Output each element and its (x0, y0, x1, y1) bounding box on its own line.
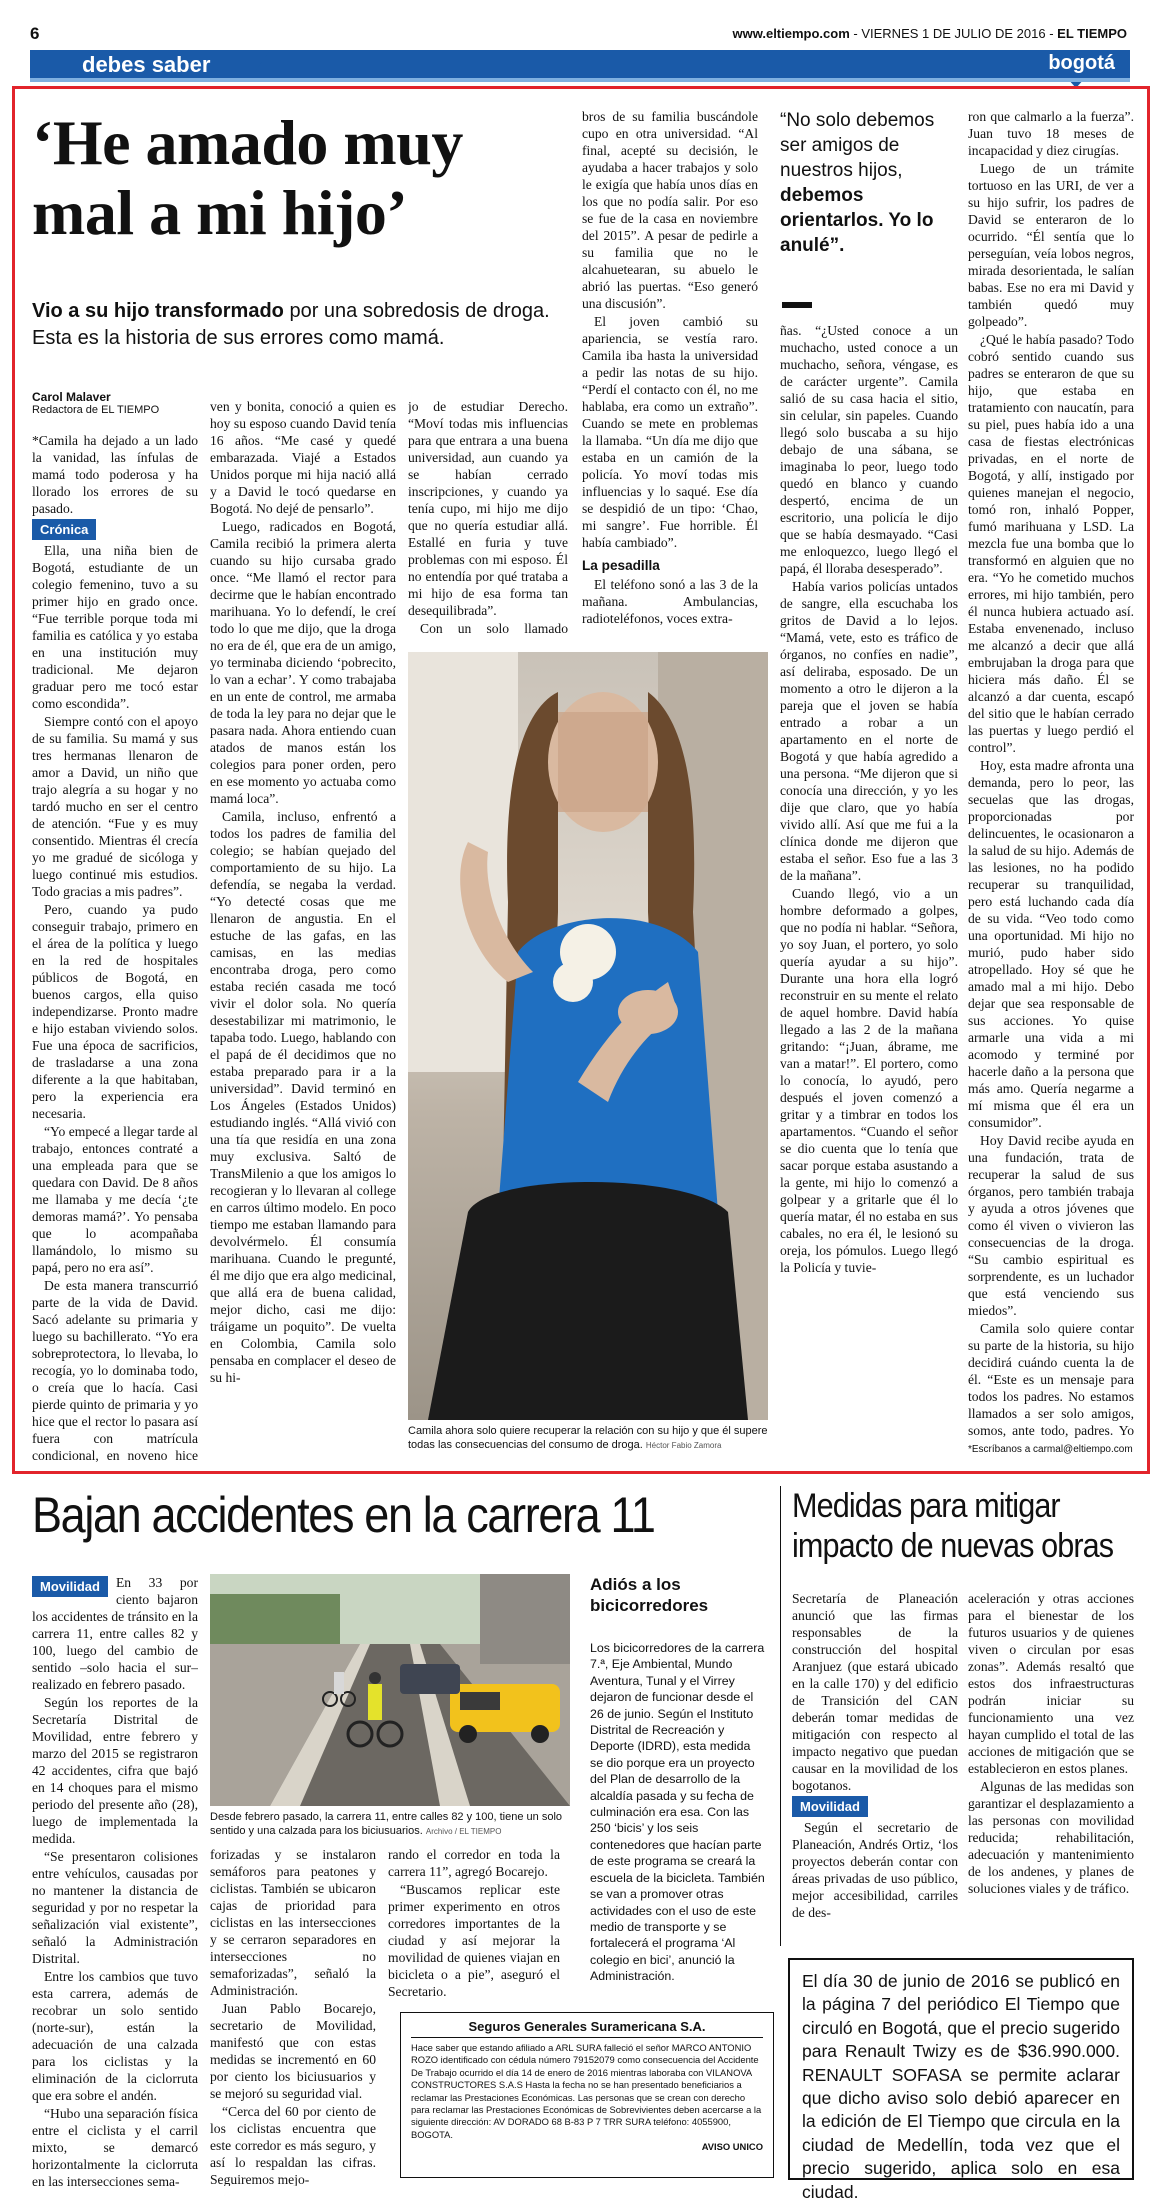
pull-quote-bold: debemos orientarlos. Yo lo anulé”. (780, 185, 934, 256)
subhead-bold: Vio a su hijo transformado (32, 300, 284, 322)
correction-box (788, 1958, 1134, 2201)
pull-quote-plain: “No solo debemos ser amigos de nuestros hijos, (780, 110, 935, 181)
correction-text: El día 30 de junio de 2016 se publicó en la página 7 del periódico El Tiempo que circuló en Bogotá, que el precio sugerido para Renault Twizy es de $36.990.000. RENAULT SOFASA se permite aclarar que dicho aviso solo debió aparecer en la edición de El Tiempo que circula en la ciudad de Medellín, toda vez que el precio sugerido, aplica solo en esa ciudad. (802, 1971, 1120, 2201)
woman-illustration (408, 652, 768, 1420)
paragraph: “Se presentaron colisiones entre vehículos, causadas por no mantener la distancia de seguridad y por no respetar la señalización vial existente”, señaló la Administración Distrital. (32, 1849, 198, 1966)
paragraph: *Camila ha dejado a un lado la vanidad, las ínfulas de mamá todo poderosa y ha llorado los errores de su pasado. (32, 433, 198, 516)
movilidad-tag: Movilidad (792, 1796, 868, 1817)
main-subhead (32, 298, 572, 352)
paragraph: ¿Qué le había pasado? Todo cobró sentido cuando sus padres se enteraron de que su hijo, que estaba en tratamiento con naucatín, para su piel, pues había ido a una casa de fiestas electrónicas privadas, en el norte de Bogotá, y allí, instigado por quienes manejan el negocio, tomó ron, inhaló Popper, fumó marihuana y LSD. La mezcla fue una bomba que lo transformó en alguien que no era. “Yo he cometido muchos errores, mi hijo también, pero él nunca hubiera actuado así. Estaba envenenado, incluso me alcanzó a decir que allá embrujaban la droga para que hiciera más daño. Él se alcanzó a dar cuenta, escapó del sitio que le habían cerrado las puertas y luego perdió el control”. (968, 332, 1134, 755)
paragraph: Hoy, esta madre afronta una demanda, pero lo peor, las secuelas que las drogas, proporcionadas por delincuentes, le ocasionaron a la salud de su hijo. Además de las lesiones, no ha podido recuperar su tranquilidad, pero está luchando cada día de su vida. “Veo todo como una oportunidad. Mi hijo no murió, pudo haber sido atropellado. Hoy sé que he amado mal a mi hijo. Debo dejar que sea responsable de sus acciones. Yo quise armarle una vida a mi acomodo y terminé por hacerle daño a la persona que más amo. Quería negarme a mí misma que él era un consumidor”. (968, 758, 1134, 1130)
page-number: 6 (30, 24, 40, 43)
photo-credit: Archivo / EL TIEMPO (425, 1827, 502, 1836)
caption-text: Desde febrero pasado, la carrera 11, entre calles 82 y 100, tiene un solo sentido y una calzada para los biciusuarios. (210, 1811, 563, 1837)
paragraph: Ella, una niña bien de Bogotá, estudiante de un colegio femenino, tuvo a su primer hijo en grado once. “Fue terrible porque toda mi familia es católica y yo estaba en una institución muy tradicional. Me dejaron graduar pero me tocó estar como escondida”. (32, 543, 198, 711)
footer-note[interactable]: *Escríbanos a carmal@eltiempo.com (968, 1444, 1133, 1455)
paragraph (32, 1574, 198, 1693)
byline (32, 390, 192, 416)
paragraph: Luego de un trámite tortuoso en las URI, de ver a su hijo sufrir, los padres de David se enteraron de lo ocurrido. “Él sentía que lo perseguían, veía lobos negros, mirada desorientada, le salían babas. Ese no era mi David y también quedó muy golpeado”. (968, 161, 1134, 329)
main-photo-caption (408, 1424, 768, 1453)
caption-text: Camila ahora solo quiere recuperar la relación con su hijo y que él supere todas las consecuencias del consumo de droga. (408, 1425, 768, 1451)
paragraph: bros de su familia buscándole cupo en otra universidad. “Al final, acepté su decisión, le ayudaba a hacer trabajos y solo le exigía que había unos días en los que no podía salir. Por eso se fue de la casa en noviembre del 2015”. A pesar de pedirle a su familia que no le alcahuetearan, su abuelo le abrió las puertas. “Eso generó una discusión”. (582, 109, 758, 311)
paragraph: forizadas y se instalaron semáforos para peatones y ciclistas. También se ubicaron cajas de prioridad para ciclistas en las intersecciones y se cerraron separadores en intersecciones no semaforizadas”, señaló la Administración. (210, 1847, 376, 1998)
paragraph: jo de estudiar Derecho. “Moví todas mis influencias para que entrara a una buena universidad, aun cuando ya se habían cerrado inscripciones, y cuando ya tenía cupo, mi hijo me dijo que no quería estudiar allá. Estallé en furia y tuve problemas con mi esposo. Él no entendía por qué trataba a mi hijo de esa forma tan desequilibrada”. (408, 399, 568, 618)
paragraph: Algunas de las medidas son garantizar el desplazamiento a las personas con movilidad reducida; rehabilitación, adecuación y mantenimiento de los andenes, y planes de soluciones viales y de tráfico. (968, 1779, 1134, 1896)
paragraph: Siempre contó con el apoyo de su familia. Su mamá y sus tres hermanas llenaron de amor a David, un niño que trajo alegría a su hogar y no tardó mucho en ser el centro de atención. “Fue y es muy consentido. Mientras él crecía yo me gradué de sicóloga y luego continué mis estudios. Todo gracias a mis padres”. (32, 714, 198, 899)
author-role: Redactora de EL TIEMPO (32, 404, 160, 416)
paragraph: Secretaría de Planeación anunció que las firmas responsables de la construcción del hospital Aranjuez (que estará ubicado en la calle 170) y del edificio de Transición del CAN deberán tomar medidas de mitigación con respecto al impacto negativo que puedan causar en la movilidad de los bogotanos. (792, 1591, 958, 1793)
light-blue-stripe (30, 78, 1130, 82)
paragraph: ñas. “¿Usted conoce a un muchacho, usted conoce a un muchacho, señora, véngase, es de carácter urgente”. Camila salió de su casa hacia el sitio, sin celular, sin papeles. Cuando llegó solo buscaba a su hijo debajo de una sábana, se imaginaba lo peor, luego todo quedó en blanco y cuando despertó, encima de un escritorio, una policía le dijo que se había desmayado. “Casi me enloquezco, luego llegó el papá, él lloraba desesperado”. (780, 323, 958, 576)
notice-text: Hace saber que estando afiliado a ARL SURA falleció el señor MARCO ANTONIO ROZO identificado con cédula número 79152079 como consecuencia del Accidente De Trabajo ocurrido el día 14 de enero de 2016 mientras laboraba con VILANOVA CONSTRUCTORES S.A.S Hasta la fecha no se han presentado beneficiarios a reclamar las Prestaciones Económicas. Las personas que se crean con derecho para reclamar las Prestaciones Económicas de Sobrevivientes deben acercarse a la siguiente dirección: AV DORADO 68 B-83 P 7 TRR SURA teléfono: 4055900, BOGOTA. (411, 2042, 762, 2140)
paragraph: Camila, incluso, enfrentó a todos los padres de familia del colegio; se habían quejado del comportamiento de su hijo. La defendía, se negaba la verdad. “Yo detecté cosas que me llenaron de angustia. En el estuche de las gafas, en las camisas, en las medias encontraba droga, pero como estaba recién casada me tocó vivir el dolor sola. No quería desestabilizar mi matrimonio, le tapaba todo. Luego, hablando con el papá de él decidimos que no estaba preparado para ir a la universidad”. David terminó en Los Ángeles (Estados Unidos) estudiando inglés. “Allá vivió con una tía que residía en una zona muy exclusiva. Saltó de TransMilenio a que los amigos lo recogieran y lo llevaran al college en carros último modelo. En poco tiempo me estaban llamando para devolvérmelo. Él consumía marihuana. Cuando le pregunté, él me dijo que era algo medicinal, que allá era de buena calidad, mejor dicho, casi me dijo: tráigame un poquito”. De vuelta en Colombia, Camila solo pensaba en complacer el deseo de su hi- (210, 809, 396, 1385)
pull-quote (780, 108, 948, 258)
paper-name: EL TIEMPO (1057, 26, 1127, 41)
paragraph: Camila solo quiere contar su parte de la historia, su hijo decidirá cuándo cuenta la de él. “Este es un mensaje para todos los padres. No estamos llamados a ser solo amigos, somos, ante todo, padres. Yo (968, 1321, 1134, 1438)
paragraph: El joven cambió su apariencia, se vestía raro. Camila iba hasta la universidad a pedir las notas de su hijo. “Perdí el contacto con él, no me hablaba, era como un extraño”. Cuando se mete en problemas la llamaba. “Un día me dijo que estaba en un camión de la policía. Yo moví todas mis influencias y lo saqué. Ese día se despidió de un tipo: ‘Chao, mi sangre’. Fue horrible. Él había cambiado”. (582, 314, 758, 550)
sidebar-title: Adiós a los bicicorredores (590, 1575, 709, 1615)
article2-col-3 (388, 1846, 560, 2006)
author-name: Carol Malaver (32, 390, 111, 404)
paragraph: Había varios policías untados de sangre, ella escuchaba los gritos de David a lo lejos. “Mamá, vete, esto es tráfico de órganos, no confíes en nadie”, así deliraba, esposado. De un momento a otro le dijeron a la pareja que el joven se había entrado a robar a un apartamento en el norte de Bogotá y que había agredido a una persona. “Me dijeron que si conocía una dirección, y yo les dije que claro, que yo había vivido allí. Así que me fui a la clínica donde me dijeron que estaba el señor. Eso fue a las 3 de la mañana”. (780, 579, 958, 883)
paragraph: ron que calmarlo a la fuerza”. Juan tuvo 18 meses de incapacidad y diez cirugías. (968, 109, 1134, 158)
cronica-tag (32, 519, 198, 540)
site-url[interactable]: www.eltiempo.com (732, 26, 850, 41)
notice-title: Seguros Generales Suramericana S.A. (411, 2019, 763, 2038)
paragraph: rando el corredor en toda la carrera 11”, agregó Bocarejo. (388, 1847, 560, 1879)
column-divider (780, 1486, 781, 1946)
issue-date: VIERNES 1 DE JULIO DE 2016 (861, 26, 1046, 41)
paragraph: “Yo empecé a llegar tarde al trabajo, entonces contraté a una empleada para que se quedara con David. De 8 años me llamaba y me decía ‘¿te demoras mamá?’. Yo pensaba que lo acompañaba llamándolo, lo mismo su papá, pero no era así”. (32, 1124, 198, 1275)
article2-col-1 (32, 1574, 198, 2194)
paragraph: Cuando llegó, vio a un hombre deformado a golpes, que no podía ni hablar. “Señora, yo soy Juan, el portero, yo solo quería ayudar a su hijo”. Durante una hora ella logró reconstruir en su mente el relato de aquel hombre. David había llegado a las 2 de la mañana gritando: “¡Juan, ábrame, me van a matar!”. El portero, como lo conocía, lo ayudó, pero después el joven comenzó a gritar y a timbrar en todos los apartamentos. “Cuando el señor se dio cuenta que lo tenía que sacar porque estaba asustando a la gente, mi hijo lo comenzó a golpear y a gritarle que él lo quería matar, él no estaba en sus cabales, no era él, le lesionó su oreja, los pómulos. Luego llegó la Policía y tuvie- (780, 886, 958, 1275)
paragraph-text: En 33 por ciento bajaron los accidentes de tránsito en la carrera 11, entre calles 82 y 100, luego del cambio de sentido –solo hacia el sur– realizado en febrero pasado. (32, 1575, 198, 1692)
paragraph: ven y bonita, conoció a quien es hoy su esposo cuando David tenía 16 años. “Me casé y quedé embarazada. Viajé a Estados Unidos porque mi hija nació allá y a David le tocó quedarse en Bogotá. No dejé de pensarlo”. (210, 399, 396, 516)
main-col-1 (32, 432, 198, 1462)
main-photo (408, 652, 768, 1420)
paragraph: “Hubo una separación física entre el ciclista y el carril mixto, se demarcó horizontalmente la ciclorruta en las intersecciones sema- (32, 2106, 198, 2189)
bike-photo-caption (210, 1810, 570, 1839)
paragraph: Luego, radicados en Bogotá, Camila recibió la primera alerta cuando su hijo cursaba grado once. “Me llamó el rector para decirme que le habían encontrado marihuana. Yo lo defendí, le creí todo lo que me dijo, que la droga no era de él, que era de un amigo, yo terminaba diciendo ‘pobrecito, lo van a echar’. Y como trabajaba en un ente de control, me armaba de toda la ley para no dejar que le pasara nada. Ahora entiendo cuan atados de manos están los colegios para poner orden, pero en ese momento yo actuaba como mamá loca”. (210, 519, 396, 806)
masthead-line: www.eltiempo.com - VIERNES 1 DE JULIO DE 2016 - EL TIEMPO (732, 26, 1127, 41)
paragraph: Entre los cambios que tuvo esta carrera, además de recobrar un solo sentido (norte-sur), están la adecuación de una calzada para los ciclistas y la eliminación de la ciclorruta que era sobre el andén. (32, 1969, 198, 2103)
article2-col-2 (210, 1846, 376, 2186)
paragraph: Con un solo llamado (420, 621, 568, 636)
sidebar-text: Los bicicorredores de la carrera 7.ª, Eje Ambiental, Mundo Aventura, Tunal y el Virrey dejaron de funcionar desde el 26 de junio. Según el Instituto Distrital de Recreación y Deporte (IDRD), esta medida se dio porque era un proyecto del Plan de desarrollo de la alcaldía pasada y su fecha de culminación era esa. Con las 250 ‘bicis’ y los seis contenedores que hacían parte de este programa se creará la escuela de la bicicleta. También se van a promover otras actividades con el uso de este medio de transporte y se fortalecerá el programa ‘Al colegio en bici’, anunció la Administración. (590, 1641, 765, 1984)
article3-headline: Medidas para mitigar impacto de nuevas obras (792, 1487, 1114, 1565)
main-col-2 (210, 398, 396, 1462)
paragraph: El teléfono sonó a las 3 de la mañana. Ambulancias, radioteléfonos, voces extra- (582, 577, 758, 626)
main-col-5 (780, 322, 958, 1462)
paragraph: Según el secretario de Planeación, Andrés Ortiz, ‘los proyectos deberán contar con áreas privadas de uso público, mejor accesibilidad, carriles de des- (792, 1820, 958, 1920)
notice-box (400, 2012, 774, 2178)
article3-col-1 (792, 1590, 958, 1950)
paragraph: “Cerca del 60 por ciento de los ciclistas encuentra que este corredor es más seguro, y así lo respaldan las cifras. Seguiremos mejo- (210, 2104, 376, 2186)
paragraph: Juan Pablo Bocarejo, secretario de Movilidad, manifestó que con estas medidas se incrementó en 60 por ciento los biciusuarios y se mejoró su seguridad vial. (210, 2001, 376, 2101)
cronica-tag-label: Crónica (32, 519, 96, 540)
main-headline: ‘He amado muy mal a mi hijo’ (32, 107, 463, 248)
paragraph: Pero, cuando ya pudo conseguir trabajo, primero en el área de la política y luego en la red de hospitales públicos de Bogotá, en buenos cargos, ella quiso independizarse. Pronto madre e hijo estaban viviendo solos. Fue una época de sacrificios, de trasladarse a una zona diferente a la que habitaban, pero la experiencia era necesaria. (32, 902, 198, 1121)
pull-quote-rule (782, 302, 812, 308)
movilidad-tag-box (792, 1796, 958, 1817)
subhead-rest: por una sobredosis de droga. Esta es la historia de sus errores como mamá. (32, 300, 550, 349)
street-illustration (210, 1574, 570, 1806)
bike-lane-photo (210, 1574, 570, 1806)
paragraph: De esta manera transcurrió parte de la vida de David. Sacó adelante su primaria y luego su bachillerato. “Yo era sobreprotectora, lo llevaba, lo recogía, yo lo dominaba todo, o creía que lo hacía. Casi pierde quinto de primaria y yo hice que el rector lo pasara así fuera con matrícula condicional, en noveno hice (32, 1278, 198, 1462)
main-col-4 (582, 108, 758, 640)
article2-headline: Bajan accidentes en la carrera 11 (32, 1487, 655, 1543)
paragraph: Según los reportes de la Secretaría Distrital de Movilidad, entre febrero y marzo del 2015 se registraron 42 accidentes, cifra que bajó en 14 choques para el mismo periodo del presente año (28), luego de implementada la medida. (32, 1695, 198, 1846)
paragraph: “Buscamos replicar este primer experimento en otros corredores importantes de la ciudad y así mejorar la movilidad de quienes viajan en bicicleta o a pie”, aseguró el Secretario. (388, 1882, 560, 1999)
main-col-3 (408, 398, 568, 636)
subheading-pesadilla: La pesadilla (582, 558, 660, 573)
paragraph: Hoy David recibe ayuda en una fundación, trata de recuperar la salud de sus órganos, pero también trabaja y ayuda a otros jóvenes que como él viven o vivieron las consecuencias de la droga. “Su cambio espiritual es sorprendente, es un luchador que está venciendo sus miedos”. (968, 1133, 1134, 1318)
section-label-left: debes saber (82, 52, 211, 77)
paragraph: aceleración y otras acciones para el bienestar de los futuros usuarios y de quienes viven o circulan por esas zonas”. Además resaltó que estos dos infraestructuras podrán iniciar su funcionamiento una vez hayan cumplido el total de las acciones de mitigación que se establecieron en estos planes. (968, 1591, 1134, 1776)
photo-credit: Héctor Fabio Zamora (645, 1441, 722, 1450)
section-label-right: bogotá (1048, 52, 1115, 74)
notice-label: AVISO UNICO (701, 2141, 763, 2153)
main-col-6 (968, 108, 1134, 1438)
article3-col-2 (968, 1590, 1134, 1930)
movilidad-tag: Movilidad (32, 1576, 108, 1597)
